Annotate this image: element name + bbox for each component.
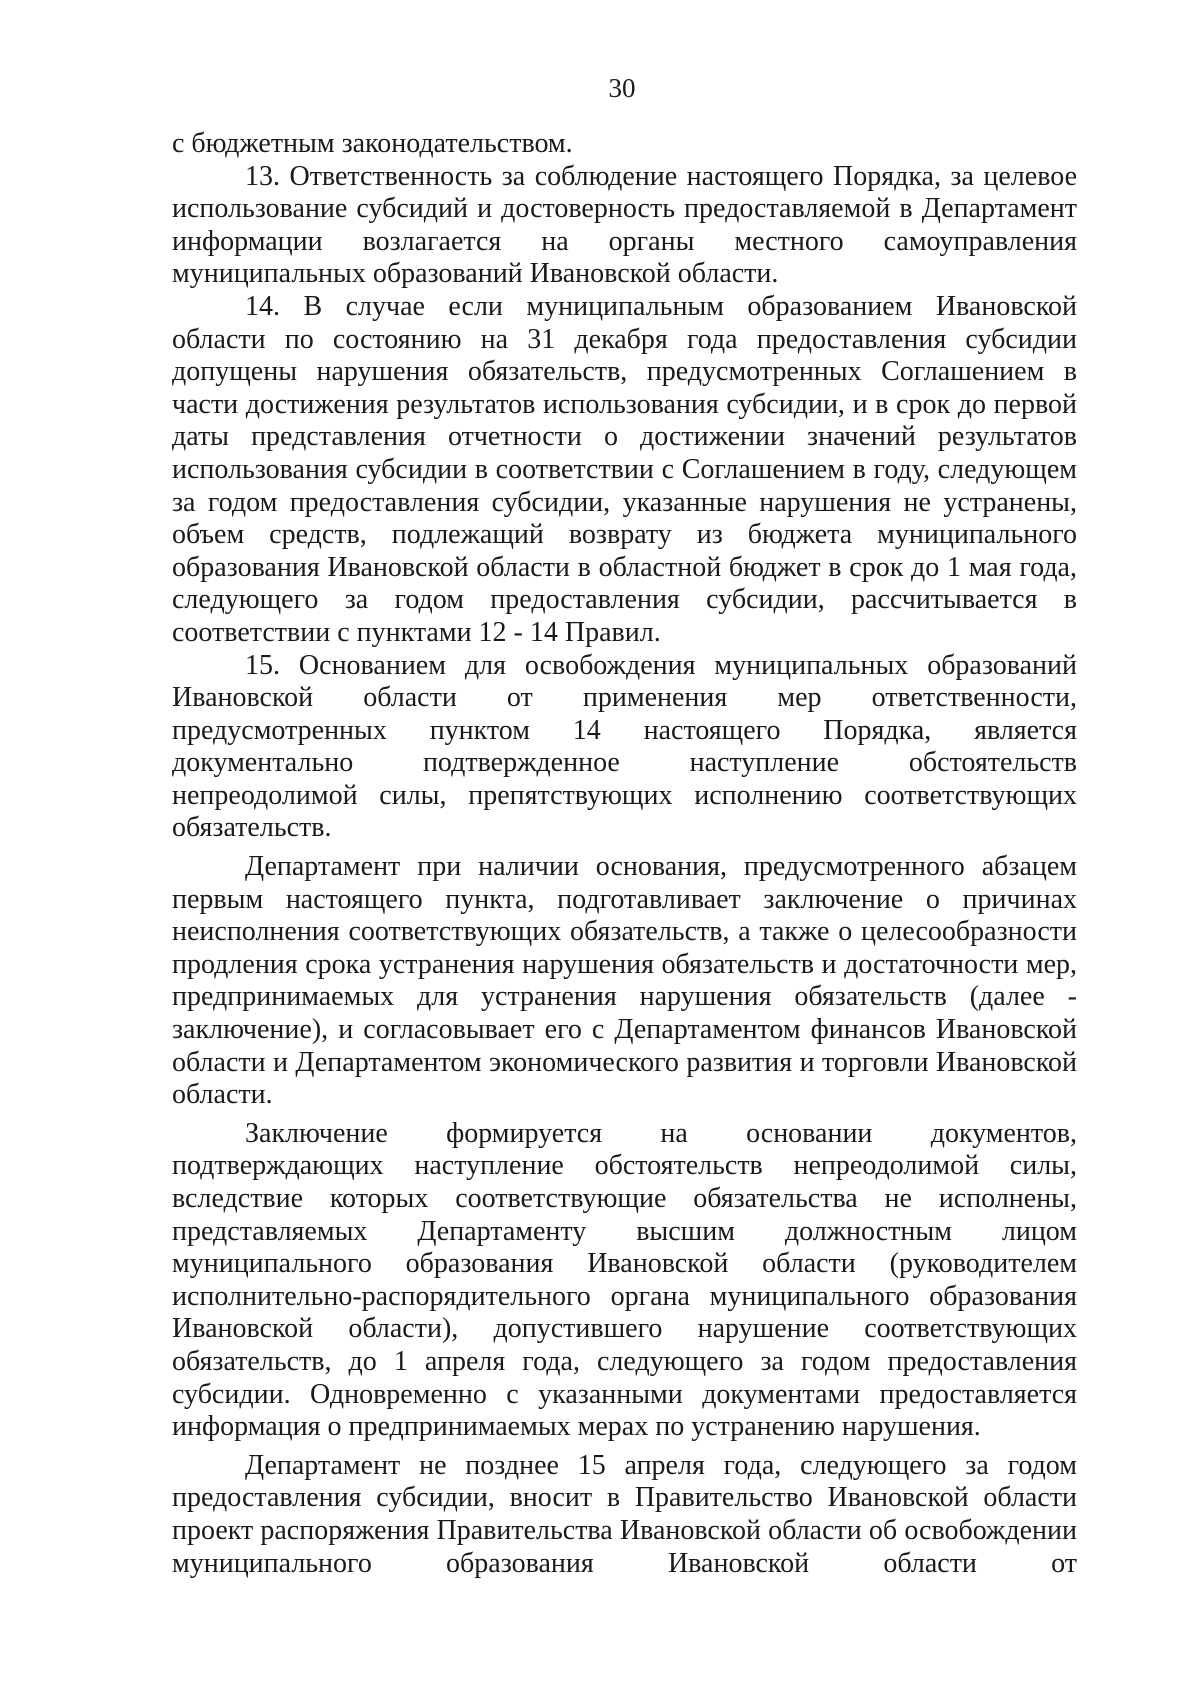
document-body (172, 128, 1077, 1580)
paragraph-item-14: 14. В случае если муниципальным образованием Ивановской области по состоянию на 31 декабря года предоставления субсидии допущены нарушения обязательств, предусмотренных Соглашением в части достижения результатов использования субсидии, и в срок до первой даты представления отчетности о достижении значений результатов использования субсидии в соответствии с Соглашением в году, следующем за годом предоставления субсидии, указанные нарушения не устранены, объем средств, подлежащий возврату из бюджета муниципального образования Ивановской области в областной бюджет в срок до 1 мая года, следующего за годом предоставления субсидии, рассчитывается в соответствии с пунктами 12 - 14 Правил. (172, 290, 1077, 648)
paragraph-continuation: с бюджетным законодательством. (172, 128, 573, 159)
paragraph-department-deadline: Департамент не позднее 15 апреля года, следующего за годом предоставления субсидии, вносит в Правительство Ивановской области проект распоряжения Правительства Ивановской области об освобождении муниципального образования Ивановской области от (172, 1449, 1077, 1579)
paragraph-item-15: 15. Основанием для освобождения муниципальных образований Ивановской области от применения мер ответственности, предусмотренных пунктом 14 настоящего Порядка, является документально подтвержденное наступление обстоятельств непреодолимой силы, препятствующих исполнению соответствующих обязательств. (172, 649, 1077, 844)
paragraph-item-13: 13. Ответственность за соблюдение настоящего Порядка, за целевое использование субсидий и достоверность предоставляемой в Департамент информации возлагается на органы местного самоуправления муниципальных образований Ивановской области. (172, 160, 1077, 290)
paragraph-department-conclusion: Департамент при наличии основания, предусмотренного абзацем первым настоящего пункта, подготавливает заключение о причинах неисполнения соответствующих обязательств, а также о целесообразности продления срока устранения нарушения обязательств и достаточности мер, предпринимаемых для устранения нарушения обязательств (далее - заключение), и согласовывает его с Департаментом финансов Ивановской области и Департаментом экономического развития и торговли Ивановской области. (172, 851, 1077, 1111)
paragraph-conclusion-basis: Заключение формируется на основании документов, подтверждающих наступление обстоятельств непреодолимой силы, вследствие которых соответствующие обязательства не исполнены, представляемых Департаменту высшим должностным лицом муниципального образования Ивановской области (руководителем исполнительно-распорядительного органа муниципального образования Ивановской области), допустившего нарушение соответствующих обязательств, до 1 апреля года, следующего за годом предоставления субсидии. Одновременно с указанными документами предоставляется информация о предпринимаемых мерах по устранению нарушения. (172, 1117, 1077, 1443)
page-number: 30 (608, 73, 636, 103)
